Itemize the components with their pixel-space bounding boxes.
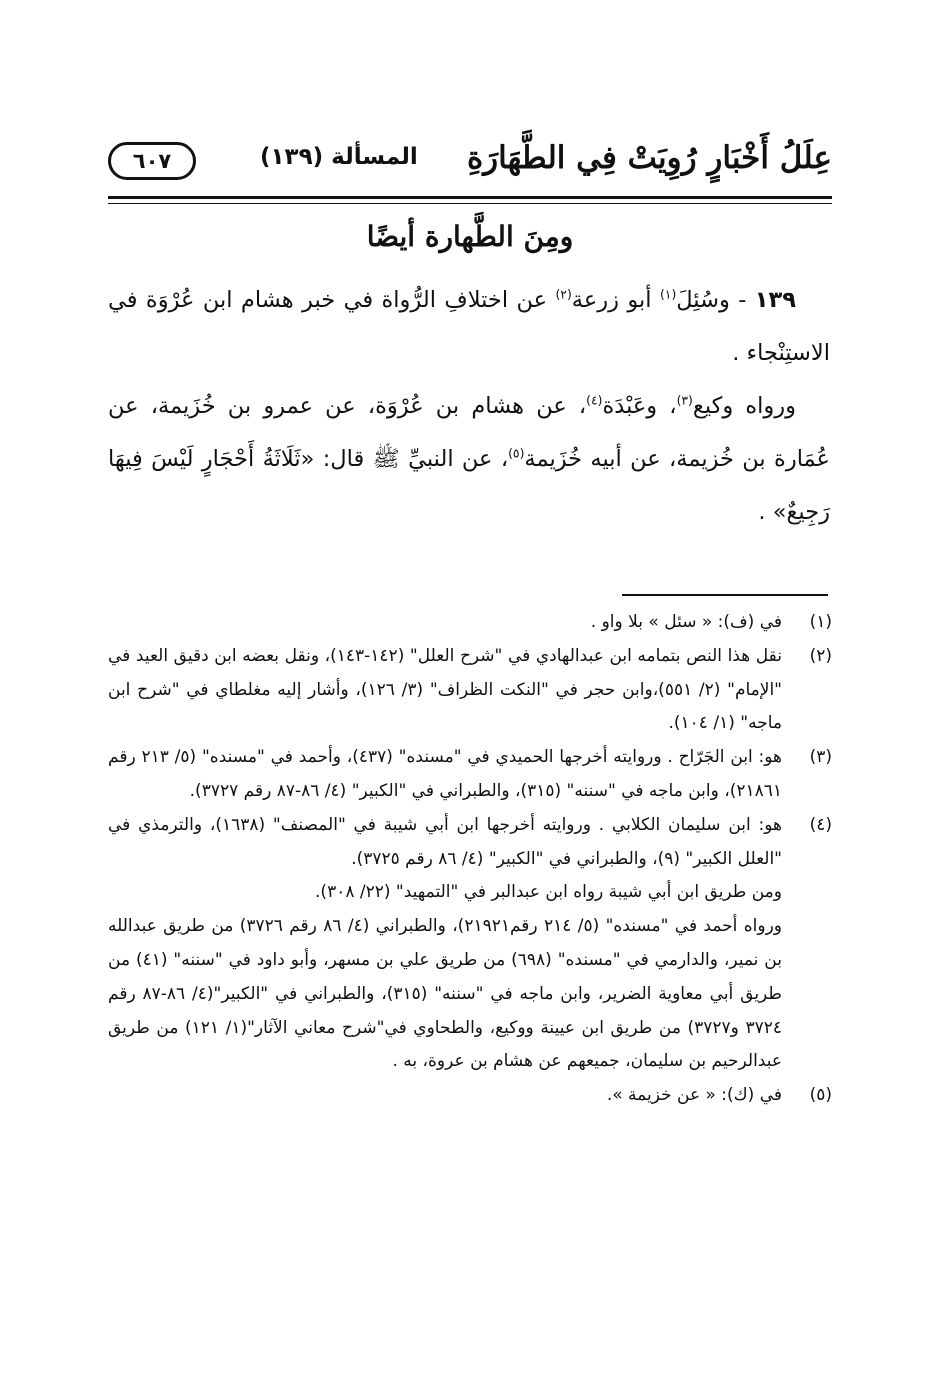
footnote-separator bbox=[622, 594, 828, 596]
issue-label: المسألة (١٣٩) bbox=[260, 144, 418, 170]
footnote bbox=[108, 1079, 832, 1113]
footnote-number: (٣) bbox=[809, 747, 832, 768]
footnote-ref: (٤) bbox=[586, 393, 603, 408]
footnote-text: في (ك): « عن خزيمة ». bbox=[606, 1085, 782, 1106]
footnote-text: هو: ابن سليمان الكلابي . وروايته أخرجها ابن أبي شيبة في "المصنف" (١٦٣٨)، والترمذي في "العلل الكبير" (٩)، والطبراني في "الكبير" (٤/ ٨٦ رقم ٣٧٢٥). bbox=[108, 814, 782, 869]
header-rule-thin bbox=[108, 203, 832, 204]
footnote-text: هو: ابن الجَرّاح . وروايته أخرجها الحميدي في "مسنده" (٤٣٧)، وأحمد في "مسنده" (٥/ ٢١٣ رقم ٢١٨٦١)، وابن ماجه في "سننه" (٣١٥)، والطبراني في "الكبير" (٤/ ٨٦-٨٧ رقم ٣٧٢٧). bbox=[108, 747, 782, 801]
book-title: عِلَلُ أَخْبَارٍ رُوِيَتْ فِي الطَّهَارَةِ bbox=[466, 140, 832, 176]
text-run: عن اختلافِ الرُّواة في خبر هشام ابن عُرْوَة في الاستِنْجاء . bbox=[108, 287, 830, 366]
footnote-number: (٥) bbox=[809, 1085, 832, 1106]
footnote-ref: (١) bbox=[659, 287, 677, 302]
footnote-number: (٤) bbox=[809, 814, 832, 835]
text-run: ورواه وكيع bbox=[692, 393, 796, 419]
paragraph-question bbox=[108, 274, 830, 380]
footnote-number: (٢) bbox=[809, 645, 832, 666]
footnote-text: نقل هذا النص بتمامه ابن عبدالهادي في "شرح العلل" (١٤٢-١٤٣)، ونقل بعضه ابن دقيق العيد في "الإمام" (٢/ ٥٥١)،وابن حجر في "النكت الظراف" (٣/ ١٢٦)، وأشار إليه مغلطاي في "شرح ابن ماجه" (١/ ١٠٤). bbox=[108, 645, 782, 734]
footnote-ref: (٥) bbox=[508, 446, 525, 461]
page-number: ٦٠٧ bbox=[108, 142, 196, 180]
paragraph-narration bbox=[108, 380, 830, 539]
footnote-continuation: ورواه أحمد في "مسنده" (٥/ ٢١٤ رقم٢١٩٢١)، والطبراني (٤/ ٨٦ رقم ٣٧٢٦) من طريق عبدالله بن نمير، والدارمي في "مسنده" (٦٩٨) من طريق علي بن مسهر، وأبو داود في "سننه" (٤١) من طريق أبي معاوية الضرير، وابن ماجه في "سننه" (٣١٥)، والطبراني في "الكبير"(٤/ ٨٦-٨٧ رقم ٣٧٢٤ و٣٧٢٧) من طريق ابن عيينة ووكيع، والطحاوي في"شرح معاني الآثار"(١/ ١٢١) من طريق عبدالرحيم بن سليمان، جميعهم عن هشام بن عروة، به . bbox=[108, 916, 782, 1072]
footnotes bbox=[108, 606, 832, 1113]
footnote-number: (١) bbox=[809, 612, 832, 632]
footnote-ref: (٢) bbox=[555, 287, 572, 302]
text-run: ، عن النبيِّ ﷺ قال: «ثَلَاثَةُ أَحْجَارٍ لَيْسَ فِيهَا رَجِيعٌ» . bbox=[108, 446, 830, 525]
text-run: ، عن هشام بن عُرْوَة، عن عمرو بن خُزَيمة، عن عُمَارة بن خُزيمة، عن أبيه خُزَيمة bbox=[108, 393, 830, 472]
text-run: ، وعَبْدَة bbox=[602, 393, 677, 419]
footnote bbox=[108, 741, 832, 809]
footnote bbox=[108, 640, 832, 741]
footnote-ref: (٣) bbox=[676, 393, 693, 408]
footnote-text: في (ف): « سئل » بلا واو . bbox=[590, 612, 782, 632]
text-run: - وسُئِلَ bbox=[676, 287, 755, 313]
section-title: ومِنَ الطَّهارة أيضًا bbox=[366, 220, 574, 253]
running-header bbox=[108, 132, 832, 192]
text-run: أبو زرعة bbox=[571, 287, 660, 313]
issue-number: ١٣٩ bbox=[754, 287, 796, 313]
main-text bbox=[108, 274, 830, 539]
footnote bbox=[108, 809, 832, 877]
header-rule-thick bbox=[108, 196, 832, 199]
footnote bbox=[108, 606, 832, 640]
footnote-continuation: ومن طريق ابن أبي شيبة رواه ابن عبدالبر في "التمهيد" (٢٢/ ٣٠٨). bbox=[315, 882, 782, 903]
